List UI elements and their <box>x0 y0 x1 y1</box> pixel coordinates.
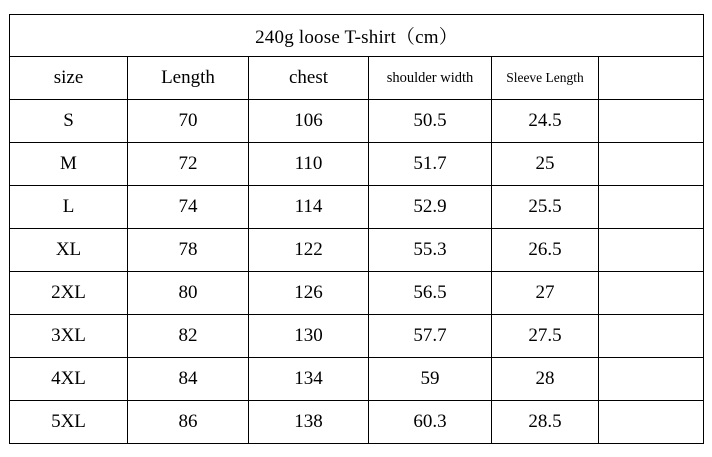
cell-shoulder-width: 57.7 <box>369 315 492 358</box>
cell-sleeve-length: 27 <box>492 272 599 315</box>
cell-length: 84 <box>128 358 249 401</box>
cell-chest: 138 <box>249 401 369 444</box>
cell-extra <box>599 229 704 272</box>
cell-length: 78 <box>128 229 249 272</box>
cell-size: 4XL <box>10 358 128 401</box>
cell-extra <box>599 272 704 315</box>
cell-sleeve-length: 25.5 <box>492 186 599 229</box>
cell-extra <box>599 100 704 143</box>
cell-extra <box>599 186 704 229</box>
cell-sleeve-length: 26.5 <box>492 229 599 272</box>
cell-extra <box>599 358 704 401</box>
column-header-sleeve-length: Sleeve Length <box>492 57 599 100</box>
column-header-length: Length <box>128 57 249 100</box>
cell-size: S <box>10 100 128 143</box>
document-title: 240g loose T-shirt（cm） <box>10 15 704 57</box>
column-header-chest: chest <box>249 57 369 100</box>
cell-chest: 126 <box>249 272 369 315</box>
table-row <box>10 186 704 229</box>
cell-chest: 106 <box>249 100 369 143</box>
table-row <box>10 358 704 401</box>
cell-sleeve-length: 27.5 <box>492 315 599 358</box>
cell-chest: 130 <box>249 315 369 358</box>
cell-sleeve-length: 25 <box>492 143 599 186</box>
column-header-shoulder-width: shoulder width <box>369 57 492 100</box>
cell-sleeve-length: 28.5 <box>492 401 599 444</box>
table-row <box>10 401 704 444</box>
cell-chest: 114 <box>249 186 369 229</box>
cell-chest: 110 <box>249 143 369 186</box>
cell-size: M <box>10 143 128 186</box>
cell-shoulder-width: 59 <box>369 358 492 401</box>
table-row <box>10 143 704 186</box>
cell-size: 2XL <box>10 272 128 315</box>
cell-shoulder-width: 52.9 <box>369 186 492 229</box>
cell-length: 86 <box>128 401 249 444</box>
cell-length: 74 <box>128 186 249 229</box>
cell-extra <box>599 315 704 358</box>
cell-sleeve-length: 24.5 <box>492 100 599 143</box>
table-title-row <box>10 15 704 57</box>
cell-size: L <box>10 186 128 229</box>
table-row <box>10 100 704 143</box>
cell-shoulder-width: 60.3 <box>369 401 492 444</box>
column-header-extra <box>599 57 704 100</box>
cell-shoulder-width: 50.5 <box>369 100 492 143</box>
cell-extra <box>599 143 704 186</box>
cell-sleeve-length: 28 <box>492 358 599 401</box>
table-row <box>10 229 704 272</box>
cell-chest: 122 <box>249 229 369 272</box>
column-header-size: size <box>10 57 128 100</box>
cell-length: 72 <box>128 143 249 186</box>
size-chart-table <box>9 14 704 444</box>
cell-length: 70 <box>128 100 249 143</box>
cell-size: 3XL <box>10 315 128 358</box>
cell-shoulder-width: 55.3 <box>369 229 492 272</box>
table-header-row <box>10 57 704 100</box>
cell-chest: 134 <box>249 358 369 401</box>
cell-length: 82 <box>128 315 249 358</box>
table-row <box>10 315 704 358</box>
cell-extra <box>599 401 704 444</box>
cell-shoulder-width: 56.5 <box>369 272 492 315</box>
cell-size: XL <box>10 229 128 272</box>
cell-length: 80 <box>128 272 249 315</box>
table-row <box>10 272 704 315</box>
cell-shoulder-width: 51.7 <box>369 143 492 186</box>
cell-size: 5XL <box>10 401 128 444</box>
